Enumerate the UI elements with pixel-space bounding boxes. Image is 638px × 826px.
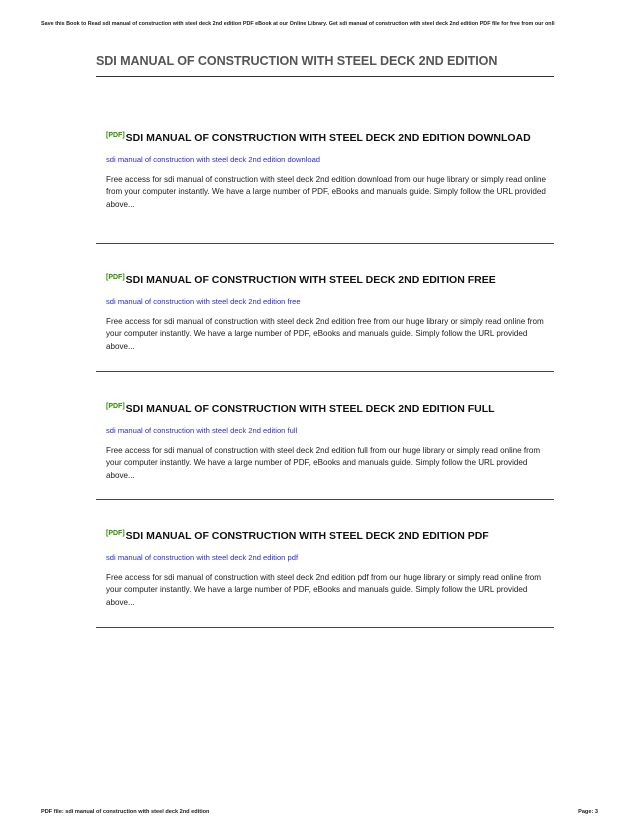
- entry-heading: [106, 399, 552, 417]
- pdf-tag: [PDF]: [106, 403, 125, 410]
- pdf-tag: [PDF]: [106, 530, 125, 537]
- entry-divider: [96, 499, 554, 500]
- entry-divider: [96, 243, 554, 244]
- entry-link[interactable]: sdi manual of construction with steel deck 2nd edition free: [106, 297, 301, 306]
- entry-free: [106, 270, 552, 353]
- entry-description: Free access for sdi manual of construction with steel deck 2nd edition download from our huge library or simply read online from your computer instantly. We have a large number of PDF, eBooks and manuals guide. Simply follow the URL provided above...: [106, 175, 546, 209]
- entry-divider: [96, 371, 554, 372]
- entry-description: Free access for sdi manual of construction with steel deck 2nd edition pdf from our huge library or simply read online from your computer instantly. We have a large number of PDF, eBooks and manuals guide. Simply follow the URL provided above...: [106, 573, 542, 607]
- entry-heading: [106, 270, 552, 288]
- top-banner: Save this Book to Read sdi manual of construction with steel deck 2nd edition PDF eBook at our Online Library. Get sdi manual of construction with steel deck 2nd edition PDF file for free from our onli: [41, 21, 555, 27]
- entry-heading-text: SDI MANUAL OF CONSTRUCTION WITH STEEL DECK 2ND EDITION PDF: [125, 530, 489, 542]
- entry-pdf: [106, 526, 552, 609]
- entry-heading-text: SDI MANUAL OF CONSTRUCTION WITH STEEL DECK 2ND EDITION DOWNLOAD: [125, 132, 531, 144]
- entry-link[interactable]: sdi manual of construction with steel deck 2nd edition download: [106, 155, 321, 164]
- footer-page-number: Page: 3: [578, 809, 598, 815]
- entry-link[interactable]: sdi manual of construction with steel deck 2nd edition full: [106, 426, 298, 435]
- entry-heading-text: SDI MANUAL OF CONSTRUCTION WITH STEEL DECK 2ND EDITION FULL: [125, 403, 495, 415]
- entry-divider: [96, 627, 554, 628]
- entry-link[interactable]: sdi manual of construction with steel deck 2nd edition pdf: [106, 553, 299, 562]
- entry-heading-text: SDI MANUAL OF CONSTRUCTION WITH STEEL DECK 2ND EDITION FREE: [125, 274, 496, 286]
- entry-description: Free access for sdi manual of construction with steel deck 2nd edition free from our huge library or simply read online from your computer instantly. We have a large number of PDF, eBooks and manuals guide. Simply follow the URL provided above...: [106, 317, 544, 351]
- entry-download: [106, 128, 552, 211]
- entry-heading: [106, 526, 552, 544]
- pdf-tag: [PDF]: [106, 132, 125, 139]
- entry-description: Free access for sdi manual of construction with steel deck 2nd edition full from our huge library or simply read online from your computer instantly. We have a large number of PDF, eBooks and manuals guide. Simply follow the URL provided above...: [106, 446, 541, 480]
- entry-full: [106, 399, 552, 482]
- footer-file-label: PDF file: sdi manual of construction with steel deck 2nd edition: [41, 809, 210, 815]
- page-title: SDI MANUAL OF CONSTRUCTION WITH STEEL DECK 2ND EDITION: [96, 54, 498, 68]
- entry-heading: [106, 128, 552, 146]
- title-divider: [96, 76, 554, 77]
- pdf-tag: [PDF]: [106, 274, 125, 281]
